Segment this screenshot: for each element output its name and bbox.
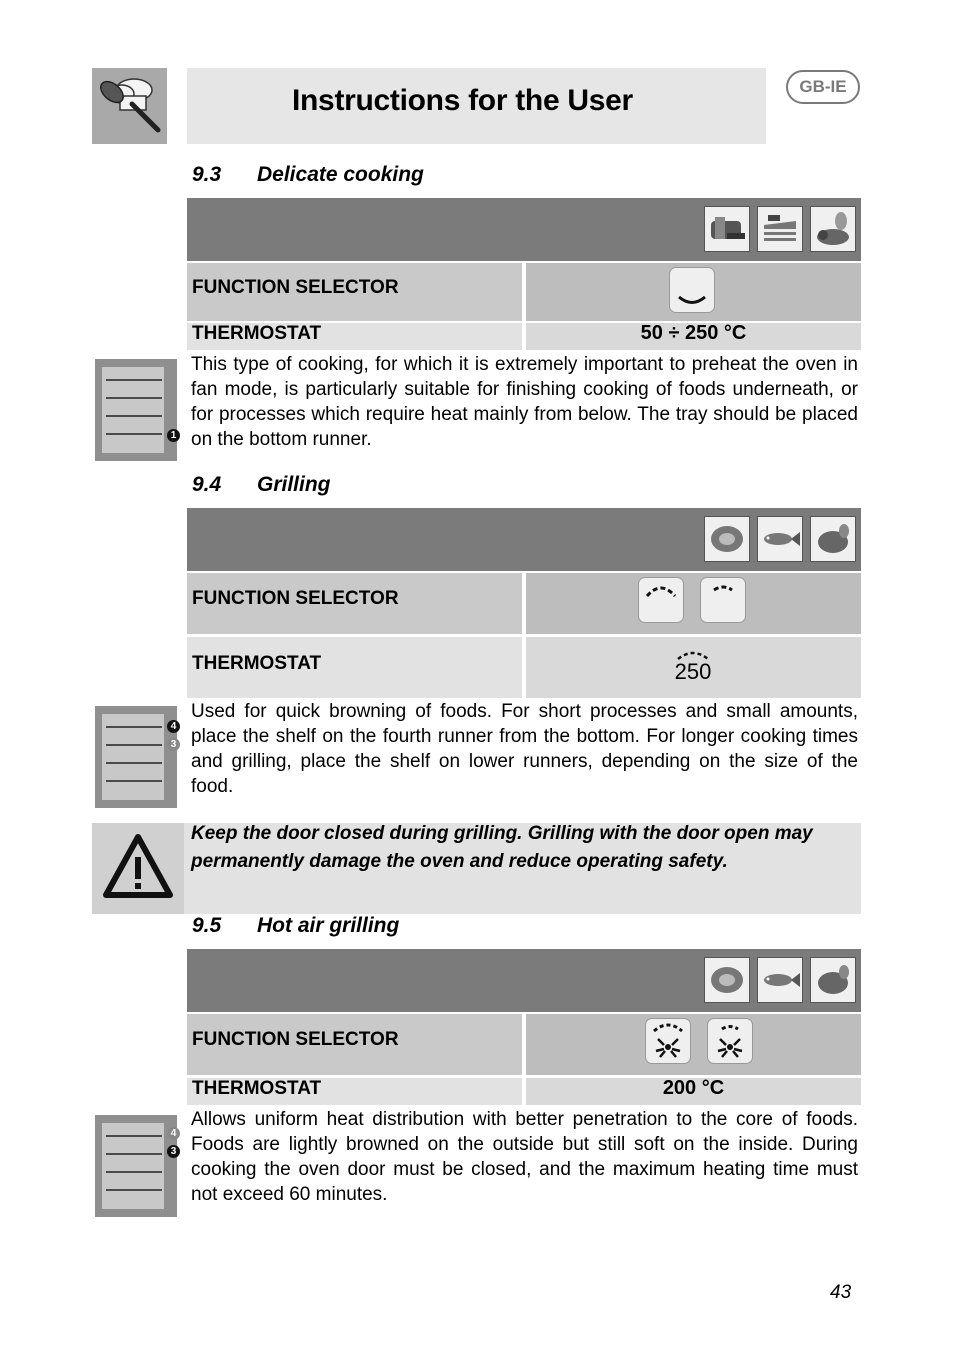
page-title: Instructions for the User (292, 84, 633, 117)
thermostat-label: THERMOSTAT (187, 637, 522, 698)
runner-number: 4 (167, 720, 180, 733)
warning-triangle-icon (92, 823, 184, 914)
section-heading-9-4 (192, 473, 331, 497)
fan-half-grill-icon (707, 1018, 753, 1064)
fish-icon (757, 516, 803, 562)
food-category-bar (187, 508, 861, 571)
bottom-heat-icon (669, 267, 715, 313)
meat-icon (810, 206, 856, 252)
runner-number: 3 (167, 738, 180, 751)
chef-spoon-icon (92, 68, 167, 144)
poultry-icon (810, 516, 856, 562)
half-grill-icon (700, 577, 746, 623)
poultry-icon (810, 957, 856, 1003)
roast-icon (704, 957, 750, 1003)
oven-runner-diagram (95, 359, 177, 461)
thermostat-value (526, 1078, 861, 1105)
oven-runner-diagram (95, 1115, 177, 1217)
thermostat-temp: 50 ÷ 250 °C (640, 322, 747, 344)
function-selector-value (526, 1014, 861, 1075)
thermostat-value (526, 323, 861, 350)
fan-full-grill-icon (645, 1018, 691, 1064)
runner-number: 4 (167, 1127, 180, 1140)
thermostat-value (526, 637, 861, 698)
section-description: This type of cooking, for which it is extremely important to preheat the oven in fan mode, is particularly suitable for finishing cooking of foods underneath, or for processes which require heat mainly from below. The tray should be placed on the bottom runner. (191, 354, 858, 450)
runner-number: 1 (167, 429, 180, 442)
thermostat-label: THERMOSTAT (187, 323, 522, 350)
section-number: 9.4 (192, 473, 222, 496)
roast-icon (704, 516, 750, 562)
section-number: 9.5 (192, 914, 222, 937)
function-selector-label: FUNCTION SELECTOR (187, 573, 522, 634)
function-selector-value (526, 263, 861, 321)
section-title: Delicate cooking (257, 163, 424, 186)
section-title: Hot air grilling (257, 914, 400, 937)
full-grill-icon (638, 577, 684, 623)
cake-icon (757, 206, 803, 252)
section-number: 9.3 (192, 163, 222, 186)
warning-text: Keep the door closed during grilling. Grilling with the door open may permanently damage the oven and reduce operating safety. (191, 823, 813, 872)
section-heading-9-3 (192, 163, 424, 187)
function-selector-label: FUNCTION SELECTOR (187, 263, 522, 321)
runner-number: 3 (167, 1145, 180, 1158)
food-category-bar (187, 198, 861, 261)
fish-icon (757, 957, 803, 1003)
thermostat-temp: 250 (674, 659, 712, 684)
oven-runner-diagram (95, 706, 177, 808)
section-description: Used for quick browning of foods. For short processes and small amounts, place the shelf on the fourth runner from the bottom. For longer cooking times and grilling, place the shelf on lower runners, depending on the size of the food. (191, 701, 858, 797)
food-category-bar (187, 949, 861, 1012)
page-number: 43 (830, 1282, 852, 1303)
function-selector-label: FUNCTION SELECTOR (187, 1014, 522, 1075)
thermostat-temp: 200 °C (662, 1077, 725, 1099)
function-selector-value (526, 573, 861, 634)
section-heading-9-5 (192, 914, 399, 938)
region-badge: GB-IE (786, 70, 860, 104)
section-title: Grilling (257, 473, 331, 496)
bread-icon (704, 206, 750, 252)
section-description: Allows uniform heat distribution with better penetration to the core of foods. Foods are lightly browned on the outside but still soft on the inside. During cooking the oven door must be closed, and the maximum heating time must not exceed 60 minutes. (191, 1109, 858, 1205)
thermostat-label: THERMOSTAT (187, 1078, 522, 1105)
